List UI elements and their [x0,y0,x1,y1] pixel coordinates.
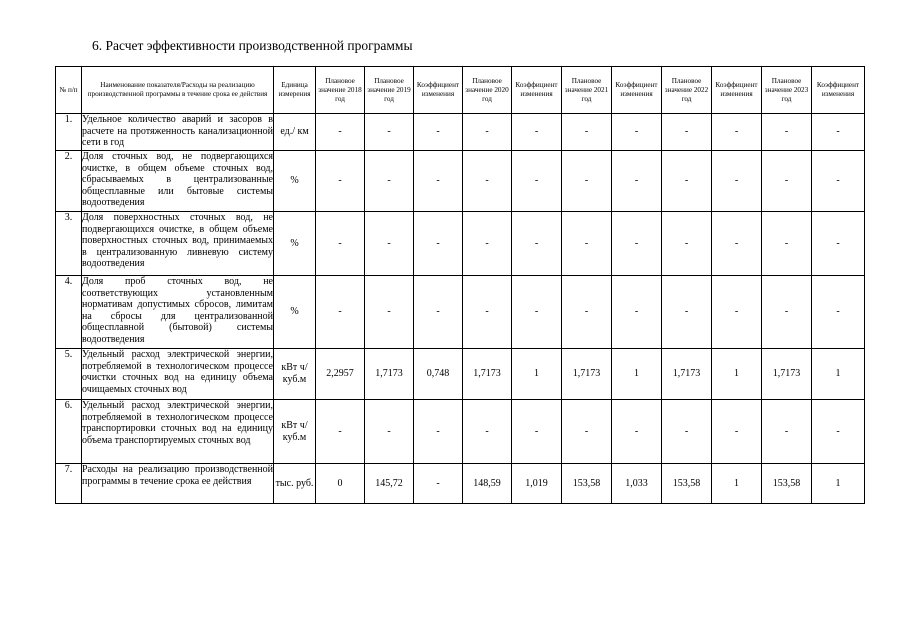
table-row [56,349,865,400]
value-cell: - [316,151,365,212]
column-header-label: Плановое значение 2023 год [764,76,809,103]
unit-of-measure: % [274,276,316,349]
value-cell: - [762,212,812,276]
value-cell: - [365,212,414,276]
value-cell: - [812,212,865,276]
value-cell: 1,019 [512,464,562,504]
column-header-label: Коэффициент изменения [816,81,860,98]
value-cell: 0,748 [414,349,463,400]
value-cell: - [612,400,662,464]
value-cell: 1 [612,349,662,400]
value-cell: - [712,114,762,151]
value-cell: - [414,400,463,464]
row-number: 5. [56,349,82,400]
value-cell: 1,7173 [562,349,612,400]
value-cell: - [562,276,612,349]
value-cell: - [562,151,612,212]
value-cell: 1 [812,464,865,504]
page-title: 6. Расчет эффективности производственной программы [92,38,413,53]
value-cell: - [512,400,562,464]
value-cell: - [365,400,414,464]
table-row [56,400,865,464]
value-cell: - [463,114,512,151]
indicator-name: Удельный расход электрической энергии, потребляемой в технологическом процессе очистки сточных вод на единицу объема очищаемых сточных вод [82,349,274,400]
column-header-label: Плановое значение 2018 год [318,76,362,103]
value-cell: - [812,114,865,151]
value-cell: - [463,400,512,464]
row-number: 3. [56,212,82,276]
value-cell: - [463,151,512,212]
value-cell: - [812,400,865,464]
value-cell: - [562,114,612,151]
value-cell: 1,7173 [762,349,812,400]
column-header [662,67,712,114]
value-cell: - [612,114,662,151]
value-cell: 1,7173 [463,349,512,400]
value-cell: 148,59 [463,464,512,504]
column-header-label: Коэффициент изменения [416,81,460,98]
value-cell: - [712,276,762,349]
column-header-label: Плановое значение 2020 год [465,76,509,103]
unit-of-measure: ед./ км [274,114,316,151]
column-header-label: Коэффициент изменения [615,81,658,98]
value-cell: - [712,212,762,276]
column-header-label: Коэффициент изменения [715,81,758,98]
value-cell: - [662,114,712,151]
column-header-label: № п/п [59,85,78,94]
value-cell: - [712,400,762,464]
efficiency-table [55,66,865,504]
indicator-name: Доля проб сточных вод, не соответствующих установленным нормативам допустимых сбросов, лимитам на сбросы для централизованной общесплавной (бытовой) системы водоотведения [82,276,274,349]
column-header [612,67,662,114]
column-header [365,67,414,114]
column-header [463,67,512,114]
unit-of-measure: % [274,151,316,212]
table-row [56,212,865,276]
value-cell: - [414,276,463,349]
row-number: 2. [56,151,82,212]
column-header [274,67,316,114]
value-cell: - [562,400,612,464]
value-cell: - [316,400,365,464]
column-header [712,67,762,114]
value-cell: 0 [316,464,365,504]
value-cell: 1 [712,349,762,400]
column-header [762,67,812,114]
value-cell: 145,72 [365,464,414,504]
indicator-name: Удельный расход электрической энергии, потребляемой в технологическом процессе транспортировки сточных вод на единицу объема транспортируемых сточных вод [82,400,274,464]
value-cell: - [365,276,414,349]
indicator-name: Удельное количество аварий и засоров в расчете на протяженность канализационной сети в год [82,114,274,151]
value-cell: - [414,464,463,504]
column-header [316,67,365,114]
value-cell: - [662,400,712,464]
value-cell: - [812,276,865,349]
column-header-label: Плановое значение 2019 год [367,76,411,103]
value-cell: - [762,276,812,349]
table-row [56,151,865,212]
value-cell: - [712,151,762,212]
value-cell: - [662,276,712,349]
value-cell: - [762,114,812,151]
value-cell: - [365,151,414,212]
value-cell: - [612,151,662,212]
value-cell: 1 [512,349,562,400]
table-row [56,114,865,151]
value-cell: - [512,276,562,349]
value-cell: - [463,212,512,276]
column-header [56,67,82,114]
row-number: 4. [56,276,82,349]
table-body [56,114,865,504]
value-cell: - [316,114,365,151]
value-cell: - [512,151,562,212]
indicator-name: Расходы на реализацию производственной программы в течение срока ее действия [82,464,274,504]
column-header [512,67,562,114]
value-cell: - [612,276,662,349]
value-cell: 153,58 [762,464,812,504]
column-header-label: Плановое значение 2021 год [564,76,609,103]
value-cell: - [512,212,562,276]
value-cell: - [414,114,463,151]
table-row [56,464,865,504]
value-cell: - [662,212,712,276]
value-cell: 153,58 [662,464,712,504]
value-cell: - [463,276,512,349]
row-number: 7. [56,464,82,504]
unit-of-measure: кВт ч/куб.м [274,400,316,464]
value-cell: - [762,151,812,212]
value-cell: 1 [712,464,762,504]
column-header-label: Единица измерения [278,81,311,98]
value-cell: - [414,212,463,276]
table-header-row [56,67,865,114]
value-cell: 1,7173 [662,349,712,400]
row-number: 1. [56,114,82,151]
column-header-label: Коэффициент изменения [515,81,558,98]
value-cell: 2,2957 [316,349,365,400]
unit-of-measure: % [274,212,316,276]
indicator-name: Доля сточных вод, не подвергающихся очистке, в общем объеме сточных вод, сбрасываемых в централизованные общесплавные или бытовые системы водоотведения [82,151,274,212]
value-cell: - [414,151,463,212]
value-cell: 1,7173 [365,349,414,400]
column-header-label: Плановое значение 2022 год [664,76,709,103]
value-cell: - [562,212,612,276]
value-cell: 1,033 [612,464,662,504]
value-cell: - [316,212,365,276]
indicator-name: Доля поверхностных сточных вод, не подвергающихся очистке, в общем объеме поверхностных сточных вод, принимаемых в централизованную ливневую систему водоотведения [82,212,274,276]
value-cell: 1 [812,349,865,400]
column-header [562,67,612,114]
unit-of-measure: кВт ч/куб.м [274,349,316,400]
row-number: 6. [56,400,82,464]
value-cell: - [762,400,812,464]
column-header [414,67,463,114]
unit-of-measure: тыс. руб. [274,464,316,504]
value-cell: - [662,151,712,212]
value-cell: - [512,114,562,151]
table-row [56,276,865,349]
column-header-label: Наименование показателя/Расходы на реализацию производственной программы в течение срока ее действия [87,81,268,98]
value-cell: 153,58 [562,464,612,504]
value-cell: - [316,276,365,349]
value-cell: - [612,212,662,276]
column-header [812,67,865,114]
value-cell: - [365,114,414,151]
column-header [82,67,274,114]
value-cell: - [812,151,865,212]
